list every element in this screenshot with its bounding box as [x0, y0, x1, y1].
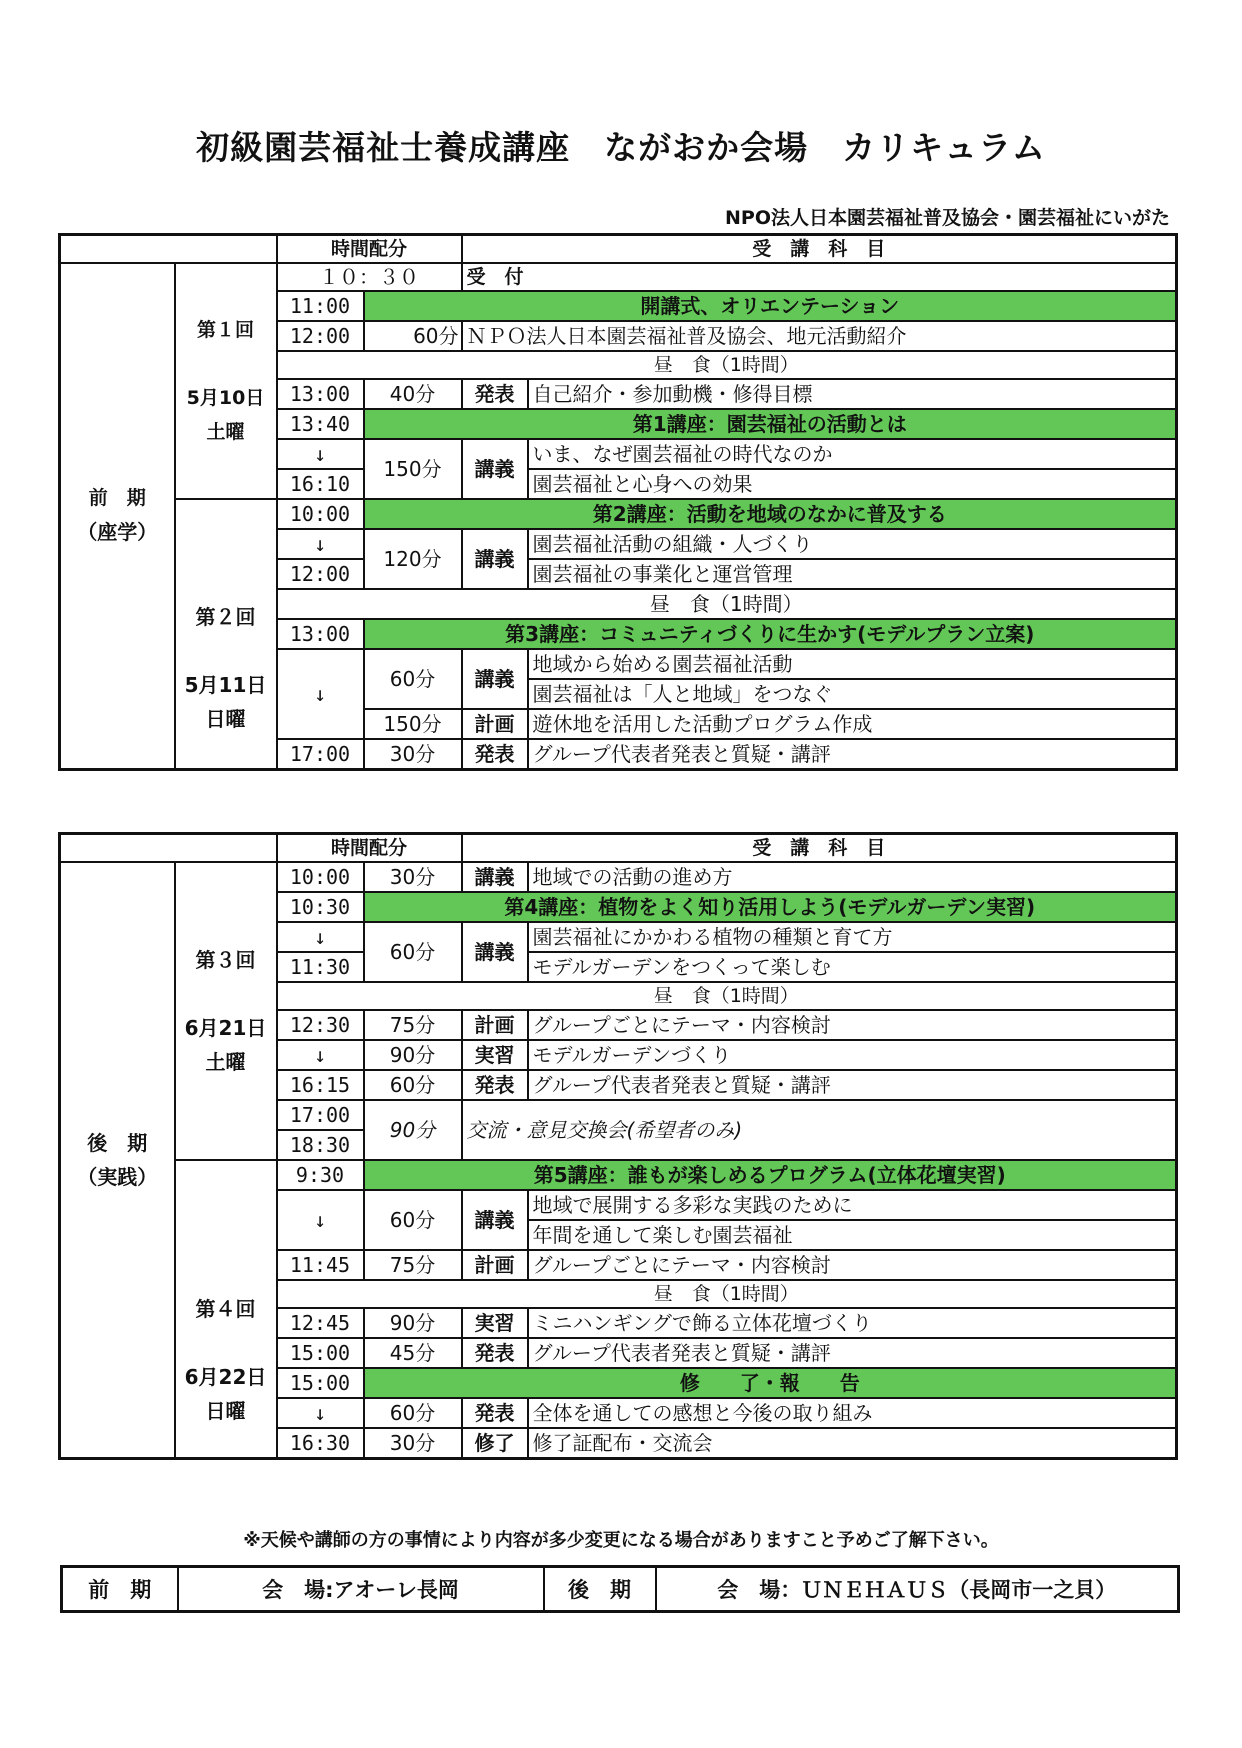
lecture-5-title: 第5講座：誰もが楽しめるプログラム(立体花壇実習) — [364, 1160, 1177, 1190]
time-cell: 10:00 — [277, 499, 364, 529]
period-zenki: 前 期 （座学） — [60, 263, 175, 769]
notice: ※天候や講師の方の事情により内容が多少変更になる場合がありますこと予めご了解下さい。 — [243, 1530, 999, 1551]
type: 講義 — [462, 529, 528, 589]
arrow: ↓ — [277, 439, 364, 469]
subject: グループごとにテーマ・内容検討 — [528, 1010, 1177, 1040]
subject: 園芸福祉活動の組織・人づくり — [528, 529, 1177, 559]
lunch: 昼 食（1時間） — [277, 1280, 1177, 1308]
subject: グループ代表者発表と質疑・講評 — [528, 1338, 1177, 1368]
reception-time: １０：３０ — [277, 263, 462, 291]
time-cell: 11:00 — [277, 291, 364, 321]
session-4: 第４回 6月22日 日曜 — [175, 1160, 277, 1458]
duration: 30分 — [364, 739, 462, 769]
kouki-table — [58, 832, 1178, 1460]
subject: いま、なぜ園芸福祉の時代なのか — [528, 439, 1177, 469]
subject: 全体を通しての感想と今後の取り組み — [528, 1398, 1177, 1428]
subject: ミニハンギングで飾る立体花壇づくり — [528, 1308, 1177, 1338]
subject: グループ代表者発表と質疑・講評 — [528, 739, 1177, 769]
zenki-table — [58, 233, 1178, 771]
lecture-3-title: 第3講座：コミュニティづくりに生かす(モデルプラン立案) — [364, 619, 1177, 649]
time-cell: 11:45 — [277, 1250, 364, 1280]
duration: 60分 — [364, 1398, 462, 1428]
duration: 90分 — [364, 1100, 462, 1160]
time-cell: 9:30 — [277, 1160, 364, 1190]
subject: 年間を通して楽しむ園芸福祉 — [528, 1220, 1177, 1250]
subject: ＮＰＯ法人日本園芸福祉普及協会、地元活動紹介 — [462, 321, 1177, 351]
duration: 60分 — [364, 1070, 462, 1100]
time-cell: 18:30 — [277, 1130, 364, 1160]
type: 計画 — [462, 1250, 528, 1280]
reception-label: 受 付 — [462, 263, 1177, 291]
time-cell: 10:00 — [277, 862, 364, 892]
time-cell: 12:00 — [277, 559, 364, 589]
type: 講義 — [462, 1190, 528, 1250]
subject: モデルガーデンづくり — [528, 1040, 1177, 1070]
subject: モデルガーデンをつくって楽しむ — [528, 952, 1177, 982]
header-blank — [60, 834, 277, 863]
time-cell: 15:00 — [277, 1338, 364, 1368]
organizer: NPO法人日本園芸福祉普及協会・園芸福祉にいがた — [725, 207, 1170, 229]
time-cell: 16:15 — [277, 1070, 364, 1100]
subject: 園芸福祉にかかわる植物の種類と育て方 — [528, 922, 1177, 952]
subject: 修了証配布・交流会 — [528, 1428, 1177, 1458]
duration: 120分 — [364, 529, 462, 589]
subject: 園芸福祉は「人と地域」をつなぐ — [528, 679, 1177, 709]
duration: 60分 — [364, 321, 462, 351]
header-blank — [60, 235, 277, 264]
lecture-2-title: 第2講座：活動を地域のなかに普及する — [364, 499, 1177, 529]
venue-kouki-place: 会 場：ＵＮＥＨＡＵＳ（長岡市一之貝） — [656, 1567, 1179, 1612]
lunch: 昼 食（1時間） — [277, 351, 1177, 379]
time-cell: 15:00 — [277, 1368, 364, 1398]
time-cell: 13:40 — [277, 409, 364, 439]
type: 講義 — [462, 922, 528, 982]
session-3: 第３回 6月21日 土曜 — [175, 862, 277, 1160]
subject: 園芸福祉と心身への効果 — [528, 469, 1177, 499]
type: 計画 — [462, 1010, 528, 1040]
time-cell: 11:30 — [277, 952, 364, 982]
arrow: ↓ — [277, 1190, 364, 1250]
lecture-4-title: 第4講座：植物をよく知り活用しよう(モデルガーデン実習) — [364, 892, 1177, 922]
type: 講義 — [462, 649, 528, 709]
duration: 90分 — [364, 1308, 462, 1338]
arrow: ↓ — [277, 922, 364, 952]
subject: 遊休地を活用した活動プログラム作成 — [528, 709, 1177, 739]
completion-report: 修 了・報 告 — [364, 1368, 1177, 1398]
session-2: 第２回 5月11日 日曜 — [175, 499, 277, 769]
duration: 150分 — [364, 709, 462, 739]
exchange-meeting: 交流・意見交換会(希望者のみ) — [462, 1100, 1177, 1160]
arrow: ↓ — [277, 1040, 364, 1070]
time-cell: 12:30 — [277, 1010, 364, 1040]
time-cell: 10:30 — [277, 892, 364, 922]
subject: 園芸福祉の事業化と運営管理 — [528, 559, 1177, 589]
page-title: 初級園芸福祉士養成講座 ながおか会場 カリキュラム — [196, 128, 1046, 167]
subject: 地域での活動の進め方 — [528, 862, 1177, 892]
session-1: 第１回 5月10日 土曜 — [175, 263, 277, 499]
duration: 75分 — [364, 1250, 462, 1280]
time-cell: 16:30 — [277, 1428, 364, 1458]
type: 計画 — [462, 709, 528, 739]
lecture-1-title: 第1講座：園芸福祉の活動とは — [364, 409, 1177, 439]
arrow: ↓ — [277, 649, 364, 739]
venue-kouki-label: 後 期 — [544, 1567, 656, 1612]
time-cell: 16:10 — [277, 469, 364, 499]
duration: 150分 — [364, 439, 462, 499]
duration: 60分 — [364, 922, 462, 982]
type: 講義 — [462, 439, 528, 499]
time-cell: 12:45 — [277, 1308, 364, 1338]
venue-table — [60, 1565, 1180, 1613]
time-cell: 12:00 — [277, 321, 364, 351]
type: 発表 — [462, 379, 528, 409]
opening-ceremony: 開講式、オリエンテーション — [364, 291, 1177, 321]
header-time: 時間配分 — [277, 235, 462, 264]
subject: 地域から始める園芸福祉活動 — [528, 649, 1177, 679]
subject: 地域で展開する多彩な実践のために — [528, 1190, 1177, 1220]
lunch: 昼 食（1時間） — [277, 982, 1177, 1010]
subject: グループごとにテーマ・内容検討 — [528, 1250, 1177, 1280]
type: 実習 — [462, 1040, 528, 1070]
time-cell: 17:00 — [277, 1100, 364, 1130]
duration: 45分 — [364, 1338, 462, 1368]
duration: 30分 — [364, 862, 462, 892]
period-kouki: 後 期 （実践） — [60, 862, 175, 1458]
type: 発表 — [462, 739, 528, 769]
arrow: ↓ — [277, 529, 364, 559]
time-cell: 13:00 — [277, 619, 364, 649]
duration: 75分 — [364, 1010, 462, 1040]
type: 修了 — [462, 1428, 528, 1458]
duration: 40分 — [364, 379, 462, 409]
type: 実習 — [462, 1308, 528, 1338]
duration: 30分 — [364, 1428, 462, 1458]
header-subject: 受 講 科 目 — [462, 235, 1177, 264]
duration: 60分 — [364, 1190, 462, 1250]
subject: 自己紹介・参加動機・修得目標 — [528, 379, 1177, 409]
duration: 60分 — [364, 649, 462, 709]
arrow: ↓ — [277, 1398, 364, 1428]
type: 発表 — [462, 1398, 528, 1428]
type: 発表 — [462, 1070, 528, 1100]
venue-zenki-place: 会 場:アオーレ長岡 — [178, 1567, 544, 1612]
time-cell: 17:00 — [277, 739, 364, 769]
type: 講義 — [462, 862, 528, 892]
subject: グループ代表者発表と質疑・講評 — [528, 1070, 1177, 1100]
venue-zenki-label: 前 期 — [62, 1567, 178, 1612]
type: 発表 — [462, 1338, 528, 1368]
time-cell: 13:00 — [277, 379, 364, 409]
header-time: 時間配分 — [277, 834, 462, 863]
duration: 90分 — [364, 1040, 462, 1070]
header-subject: 受 講 科 目 — [462, 834, 1177, 863]
lunch: 昼 食（1時間） — [277, 589, 1177, 619]
